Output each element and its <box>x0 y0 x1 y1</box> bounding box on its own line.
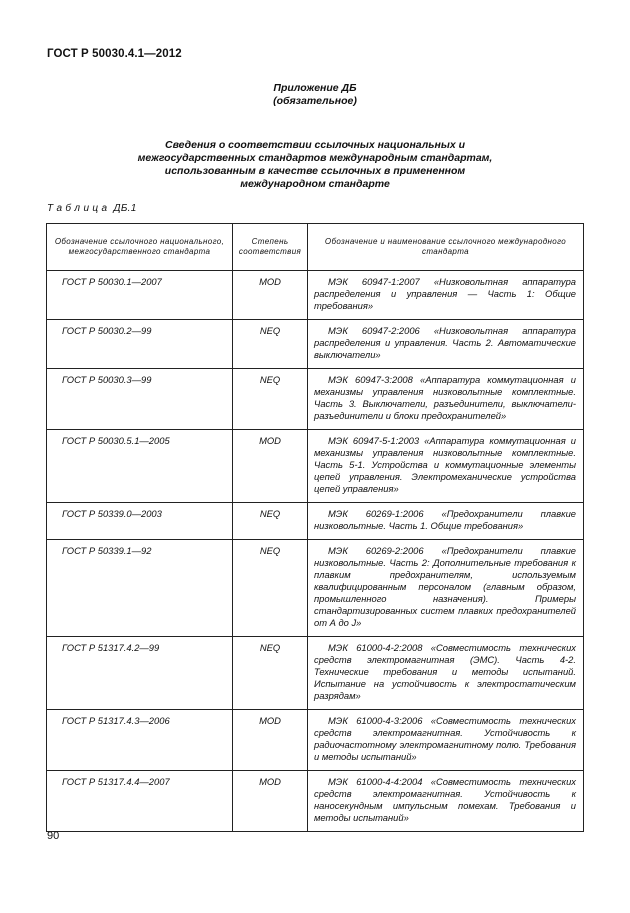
national-standard-cell: ГОСТ Р 50030.5.1—2005 <box>47 430 233 503</box>
annex-block <box>0 82 630 107</box>
table-row <box>47 320 584 369</box>
degree-cell: MOD <box>233 271 308 320</box>
degree-cell: MOD <box>233 771 308 832</box>
national-standard-cell: ГОСТ Р 51317.4.3—2006 <box>47 710 233 771</box>
national-standard-cell: ГОСТ Р 50030.1—2007 <box>47 271 233 320</box>
table-row <box>47 430 584 503</box>
degree-cell: NEQ <box>233 503 308 540</box>
table-caption: Т а б л и ц а ДБ.1 <box>47 203 137 214</box>
document-header-id: ГОСТ Р 50030.4.1—2012 <box>47 48 182 60</box>
table-row <box>47 271 584 320</box>
column-header-standard: Обозначение ссылочного национального, межгосударственного стандарта <box>47 224 233 271</box>
table-row <box>47 637 584 710</box>
international-standard-cell: МЭК 60947-1:2007 «Низковольтная аппаратура распределения и управления — Часть 1: Общие требования» <box>308 271 584 320</box>
annex-title: Приложение ДБ <box>273 82 357 94</box>
table-row <box>47 369 584 430</box>
international-standard-cell: МЭК 60947-2:2006 «Низковольтная аппаратура распределения и управления. Часть 2. Автоматические выключатели» <box>308 320 584 369</box>
column-header-degree: Степень соответствия <box>233 224 308 271</box>
degree-cell: NEQ <box>233 637 308 710</box>
annex-status: (обязательное) <box>273 94 357 107</box>
national-standard-cell: ГОСТ Р 50339.0—2003 <box>47 503 233 540</box>
heading-line: международном стандарте <box>240 178 390 190</box>
page-number: 90 <box>47 830 60 842</box>
table-row <box>47 540 584 637</box>
heading-line: Сведения о соответствии ссылочных национальных и <box>165 139 465 151</box>
column-header-international: Обозначение и наименование ссылочного международного стандарта <box>308 224 584 271</box>
heading-line: межгосударственных стандартов международным стандартам, <box>137 152 493 164</box>
degree-cell: NEQ <box>233 369 308 430</box>
degree-cell: NEQ <box>233 320 308 369</box>
table-header-row <box>47 224 584 271</box>
international-standard-cell: МЭК 60269-1:2006 «Предохранители плавкие низковольтные. Часть 1. Общие требования» <box>308 503 584 540</box>
table-row <box>47 771 584 832</box>
international-standard-cell: МЭК 61000-4-4:2004 «Совместимость технических средств электромагнитная. Устойчивость к наносекундным импульсным помехам. Требования и методы испытаний» <box>308 771 584 832</box>
international-standard-cell: МЭК 60947-5-1:2003 «Аппаратура коммутационная и механизмы управления низковольтные комплектные. Часть 5-1. Устройства и коммутационные элементы цепей управления. Электромеханические устройства цепей управления» <box>308 430 584 503</box>
heading-line: использованным в качестве ссылочных в примененном <box>164 165 466 177</box>
national-standard-cell: ГОСТ Р 50339.1—92 <box>47 540 233 637</box>
national-standard-cell: ГОСТ Р 51317.4.2—99 <box>47 637 233 710</box>
international-standard-cell: МЭК 61000-4-2:2008 «Совместимость технических средств электромагнитная (ЭМС). Часть 4-2. Технические требования и методы испытаний. Испытание на устойчивость к электростатическим разрядам» <box>308 637 584 710</box>
section-heading <box>0 139 630 191</box>
degree-cell: NEQ <box>233 540 308 637</box>
national-standard-cell: ГОСТ Р 51317.4.4—2007 <box>47 771 233 832</box>
degree-cell: MOD <box>233 710 308 771</box>
table-row <box>47 710 584 771</box>
table-row <box>47 503 584 540</box>
correspondence-table <box>46 223 584 832</box>
international-standard-cell: МЭК 60947-3:2008 «Аппаратура коммутационная и механизмы управления низковольтные комплектные. Часть 3. Выключатели, разъединители, выключатели-разъединители и блоки предохранителей» <box>308 369 584 430</box>
degree-cell: MOD <box>233 430 308 503</box>
national-standard-cell: ГОСТ Р 50030.3—99 <box>47 369 233 430</box>
international-standard-cell: МЭК 60269-2:2006 «Предохранители плавкие низковольтные. Часть 2: Дополнительные требования к плавким предохранителям, используемым квалифицированным персоналом (главным образом, промышленного назначения). Примеры стандартизированных систем плавких предохранителей от А до J» <box>308 540 584 637</box>
national-standard-cell: ГОСТ Р 50030.2—99 <box>47 320 233 369</box>
international-standard-cell: МЭК 61000-4-3:2006 «Совместимость технических средств электромагнитная. Устойчивость к радиочастотному электромагнитному полю. Требования и методы испытаний» <box>308 710 584 771</box>
